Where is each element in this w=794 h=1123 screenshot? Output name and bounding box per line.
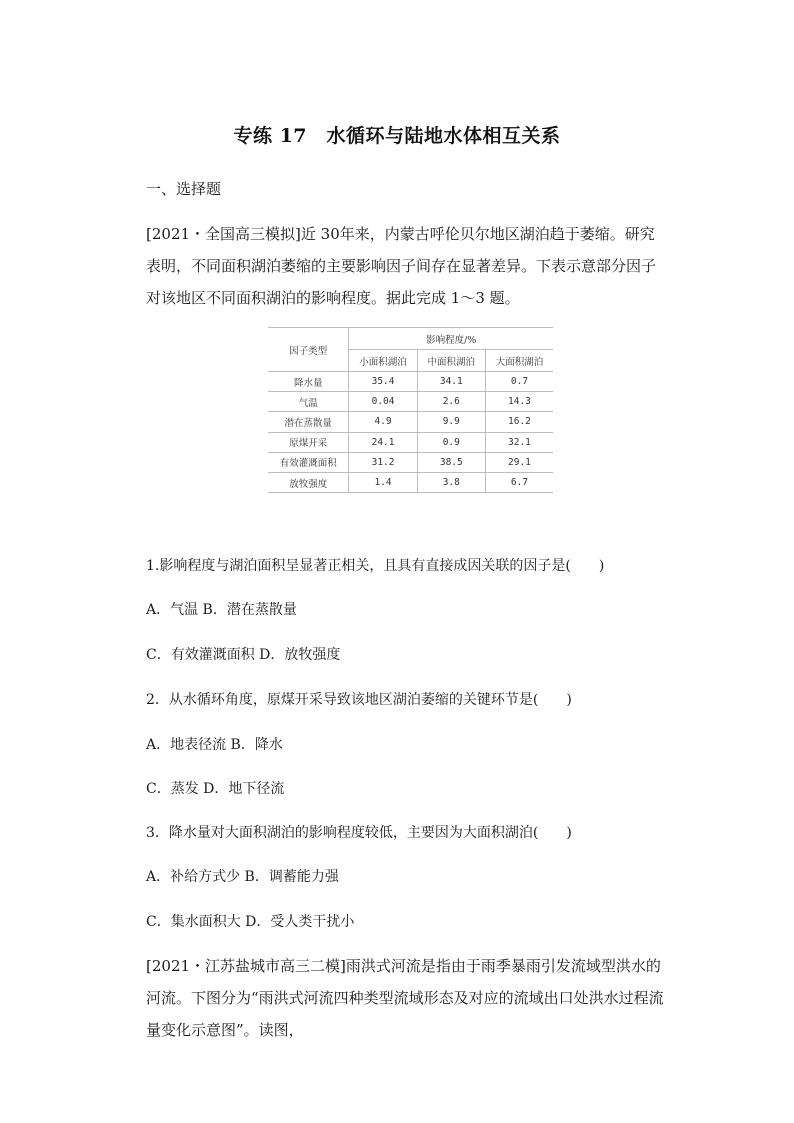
row-factor: 原煤开采 [268,432,349,452]
column-header-medium: 中面积湖泊 [417,350,485,372]
table-row [268,412,553,432]
row-factor: 潜在蒸散量 [268,412,349,432]
intro-paragraph-1: [2021・全国高三模拟]近 30年来，内蒙古呼伦贝尔地区湖泊趋于萎缩。研究表明，不同面积湖泊萎缩的主要影响因子间存在显著差异。下表示意部分因子对该地区不同面积湖泊的影响程度。据此完成 1～3 题。 [146,225,657,307]
table-cell: 0.7 [485,372,553,392]
table-cell: 9.9 [417,412,485,432]
table-cell: 16.2 [485,412,553,432]
factor-type-header: 因子类型 [268,328,349,372]
table-cell: 1.4 [349,472,417,492]
table-cell: 38.5 [417,452,485,472]
question-3-options-ab: A．补给方式少 B．调蓄能力强 [146,869,339,885]
table-cell: 6.7 [485,472,553,492]
question-2-options-ab: A．地表径流 B．降水 [146,737,283,753]
table-cell: 14.3 [485,392,553,412]
table-cell: 29.1 [485,452,553,472]
table-cell: 34.1 [417,372,485,392]
page-title: 专练 17 水循环与陆地水体相互关系 [233,125,561,147]
table-row [268,392,553,412]
influence-degree-header: 影响程度/% [349,328,553,350]
factor-influence-table [268,327,553,493]
table-cell: 0.04 [349,392,417,412]
column-header-small: 小面积湖泊 [349,350,417,372]
question-3-options-cd: C．集水面积大 D．受人类干扰小 [146,914,355,930]
question-1-options-ab: A．气温 B．潜在蒸散量 [146,602,297,618]
table-header-row [268,328,553,350]
table-cell: 3.8 [417,472,485,492]
question-2-options-cd: C．蒸发 D．地下径流 [146,781,285,797]
row-factor: 气温 [268,392,349,412]
section-heading: 一、选择题 [146,180,222,198]
table-row [268,472,553,492]
table-cell: 32.1 [485,432,553,452]
intro-paragraph-2: [2021・江苏盐城市高三二模]雨洪式河流是指由于雨季暴雨引发流域型洪水的河流。下图分为“雨洪式河流四种类型流域形态及对应的流域出口处洪水过程流量变化示意图”。读图， [146,957,664,1039]
row-factor: 降水量 [268,372,349,392]
table-cell: 35.4 [349,372,417,392]
table-cell: 31.2 [349,452,417,472]
table-row [268,372,553,392]
table-row [268,452,553,472]
question-2-stem: 2．从水循环角度，原煤开采导致该地区湖泊萎缩的关键环节是( ) [146,692,572,708]
row-factor: 放牧强度 [268,472,349,492]
question-3-stem: 3．降水量对大面积湖泊的影响程度较低，主要因为大面积湖泊( ) [146,825,572,841]
table-cell: 4.9 [349,412,417,432]
table-row [268,432,553,452]
question-1-stem: 1.影响程度与湖泊面积呈显著正相关，且具有直接成因关联的因子是( ) [146,558,605,574]
table-cell: 24.1 [349,432,417,452]
row-factor: 有效灌溉面积 [268,452,349,472]
column-header-large: 大面积湖泊 [485,350,553,372]
table-cell: 0.9 [417,432,485,452]
question-1-options-cd: C．有效灌溉面积 D．放牧强度 [146,647,341,663]
table-cell: 2.6 [417,392,485,412]
